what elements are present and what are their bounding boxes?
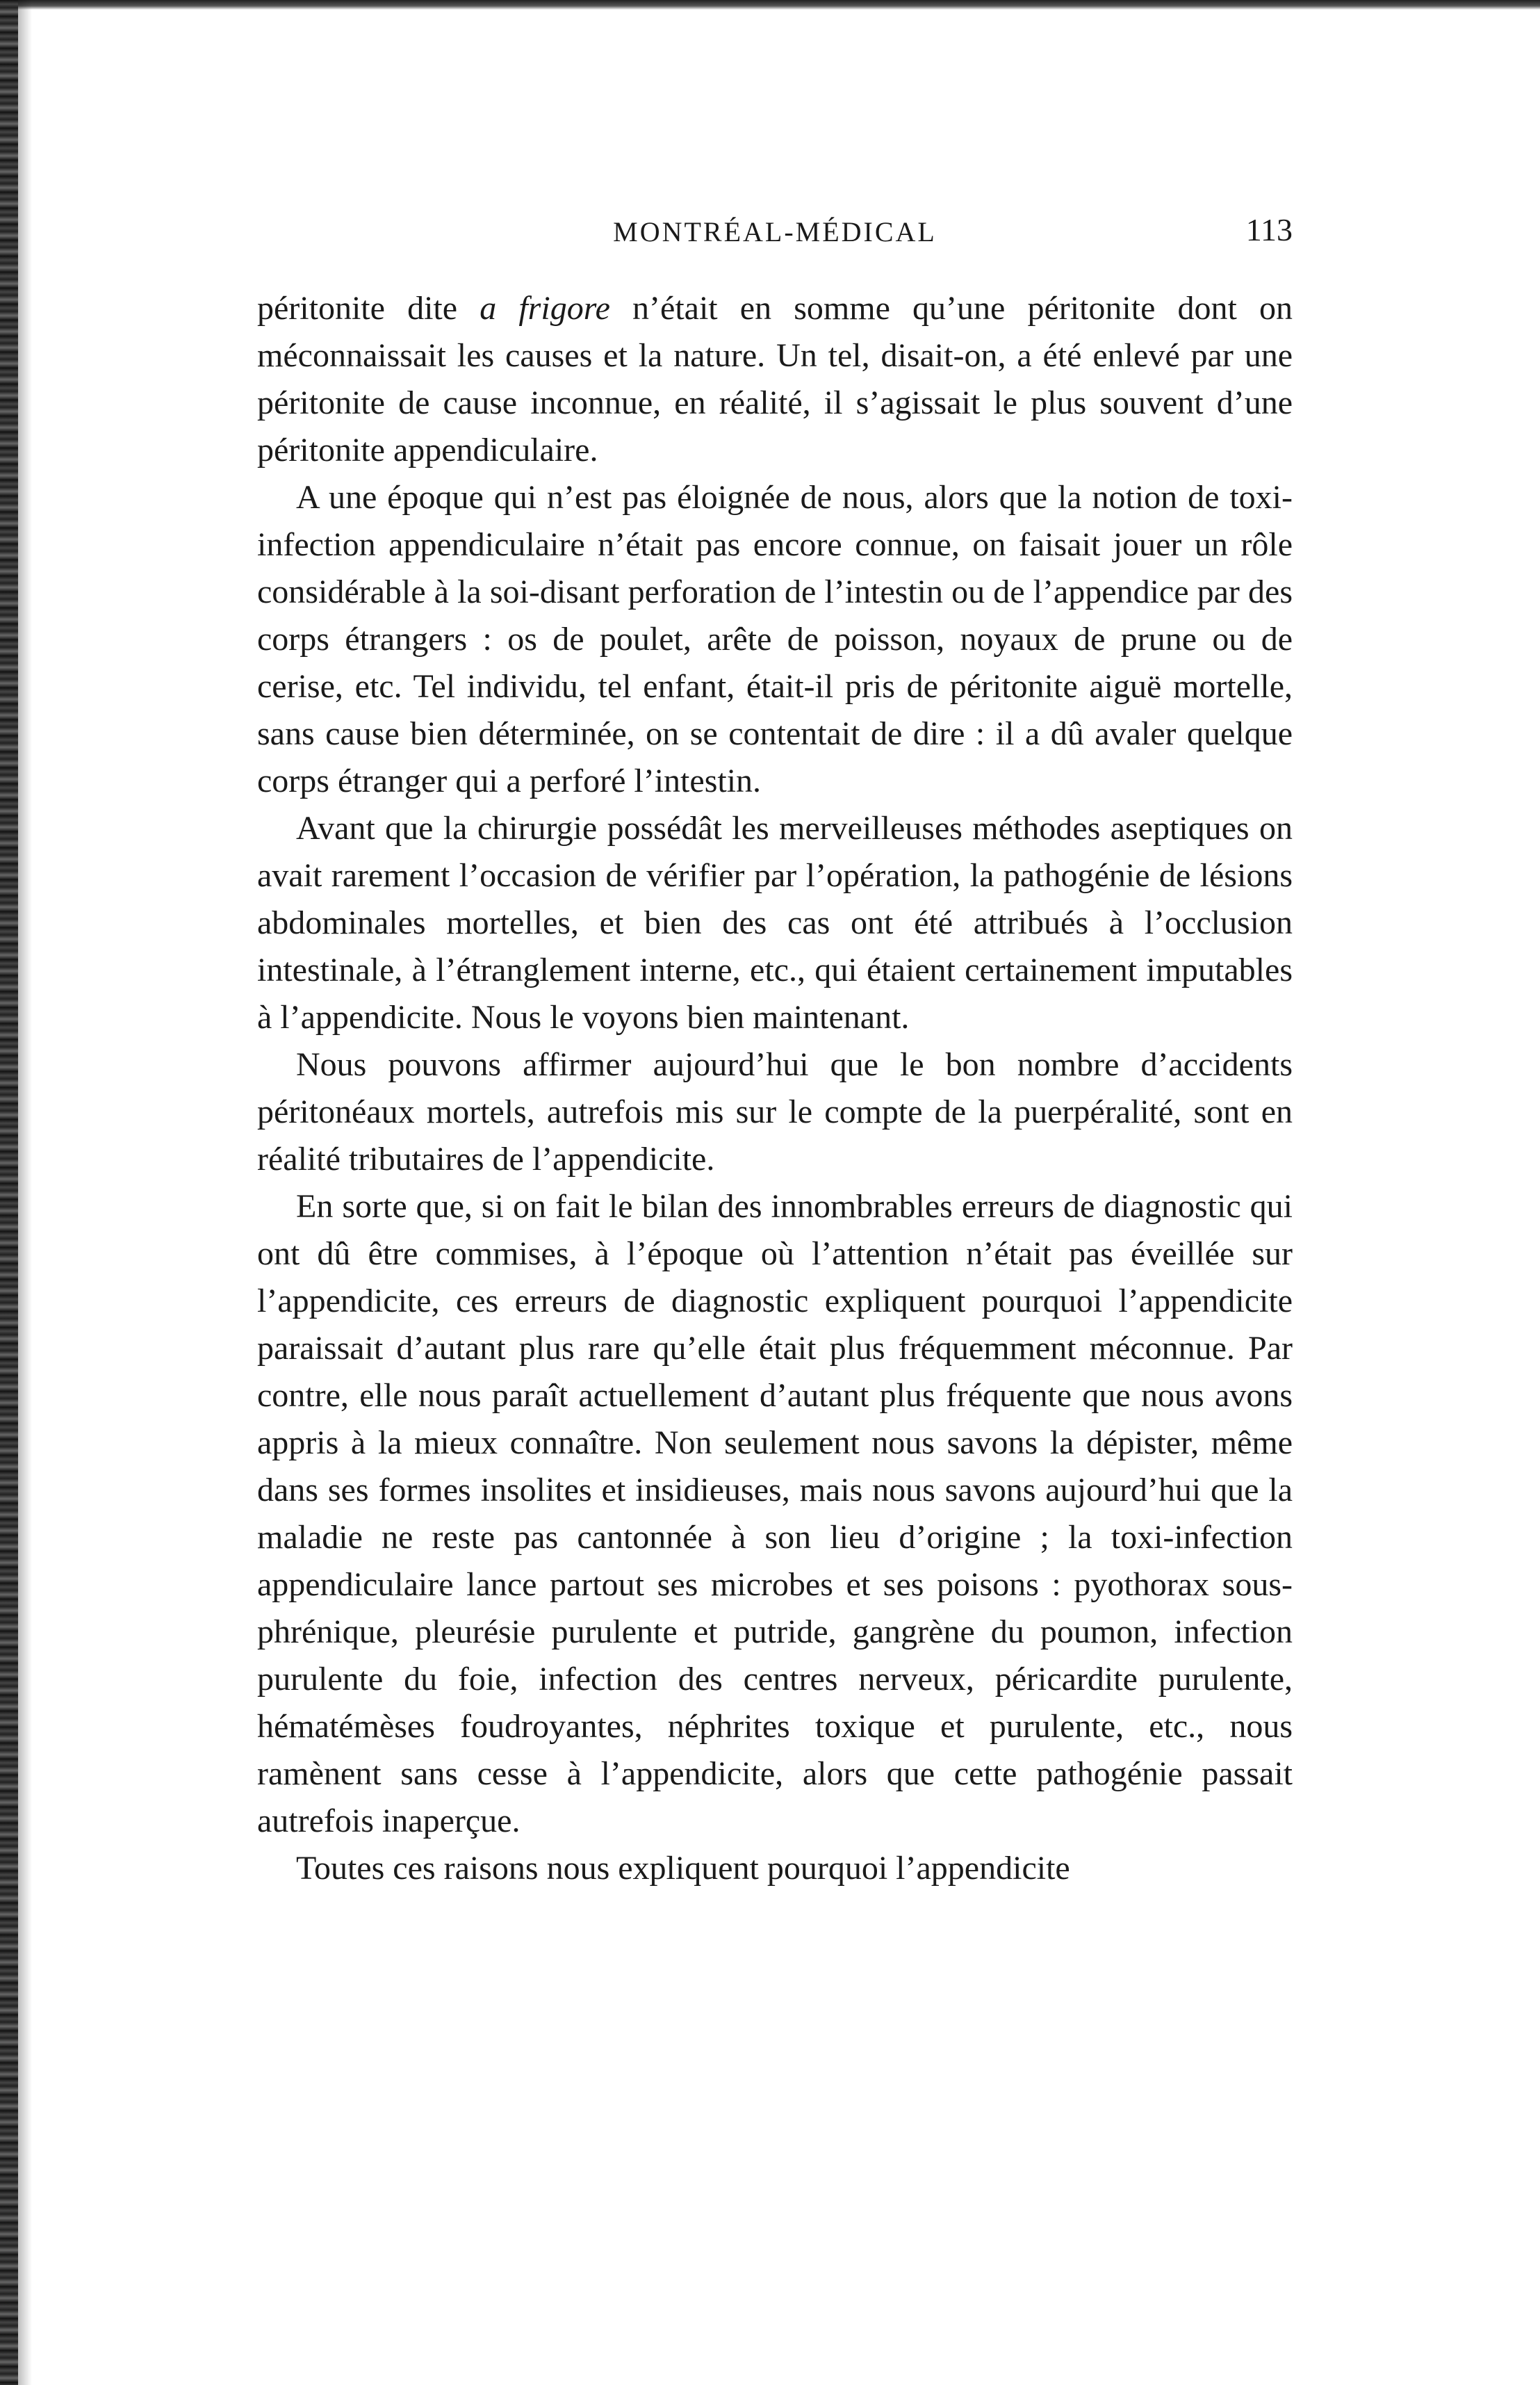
paragraph-2: A une époque qui n’est pas éloignée de nous, alors que la notion de toxi-infection appendiculaire n’était pas encore connue, on faisait jouer un rôle considérable à la soi-disant perforation de l’intestin ou de l’appendice par des corps étrangers : os de poulet, arête de poisson, noyaux de prune ou de cerise, etc. Tel individu, tel enfant, était-il pris de péritonite aiguë mortelle, sans cause bien déterminée, on se contentait de dire : il a dû avaler quelque corps étranger qui a perforé l’intestin. — [257, 479, 1293, 799]
running-head — [257, 202, 1293, 257]
paragraph-1-rest: n’était en somme qu’une péritonite dont on méconnaissait les causes et la nature. Un tel, disait-on, a été enlevé par une péritonite de cause inconnue, en réalité, il s’agissait le plus souvent d’une péritonite appendiculaire. — [257, 290, 1293, 469]
page — [257, 202, 1293, 1892]
paragraph-1-start: péritonite dite — [257, 290, 480, 327]
scan-top-border — [0, 0, 1540, 10]
journal-title: MONTRÉAL-MÉDICAL — [613, 216, 937, 247]
paragraph-5: En sorte que, si on fait le bilan des innombrables erreurs de diagnostic qui ont dû être commises, à l’époque où l’attention n’était pas éveillée sur l’appendicite, ces erreurs de diagnostic expliquent pourquoi l’appendicite paraissait d’autant plus rare qu’elle était plus fréquemment méconnue. Par contre, elle nous paraît actuellement d’autant plus fréquente que nous avons appris à la mieux connaître. Non seulement nous savons la dépister, même dans ses formes insolites et insidieuses, mais nous savons aujourd’hui que la maladie ne reste pas cantonnée à son lieu d’origine ; la toxi-infection appendiculaire lance partout ses microbes et ses poisons : pyothorax sous-phrénique, pleurésie purulente et putride, gangrène du poumon, infection purulente du foie, infection des centres nerveux, péricardite purulente, hématémèses foudroyantes, néphrites toxique et purulente, etc., nous ramènent sans cesse à l’appendicite, alors que cette pathogénie passait autrefois inaperçue. — [257, 1188, 1293, 1839]
paragraph-1 — [257, 285, 1293, 474]
body-text — [257, 285, 1293, 1892]
paragraph-6: Toutes ces raisons nous expliquent pourquoi l’appendicite — [296, 1850, 1070, 1887]
page-number: 113 — [1245, 212, 1293, 247]
scan-binding-shadow — [18, 0, 32, 2385]
paragraph-3: Avant que la chirurgie possédât les merveilleuses méthodes aseptiques on avait rarement l’occasion de vérifier par l’opération, la pathogénie de lésions abdominales mortelles, et bien des cas ont été attribués à l’occlusion intestinale, à l’étranglement interne, etc., qui étaient certainement imputables à l’appendicite. Nous le voyons bien maintenant. — [257, 810, 1293, 1036]
paragraph-4: Nous pouvons affirmer aujourd’hui que le bon nombre d’accidents péritonéaux mortels, autrefois mis sur le compte de la puerpéralité, sont en réalité tributaires de l’appendicite. — [257, 1046, 1293, 1178]
latin-term: a frigore — [480, 290, 610, 327]
scan-binding-edge — [0, 0, 18, 2385]
